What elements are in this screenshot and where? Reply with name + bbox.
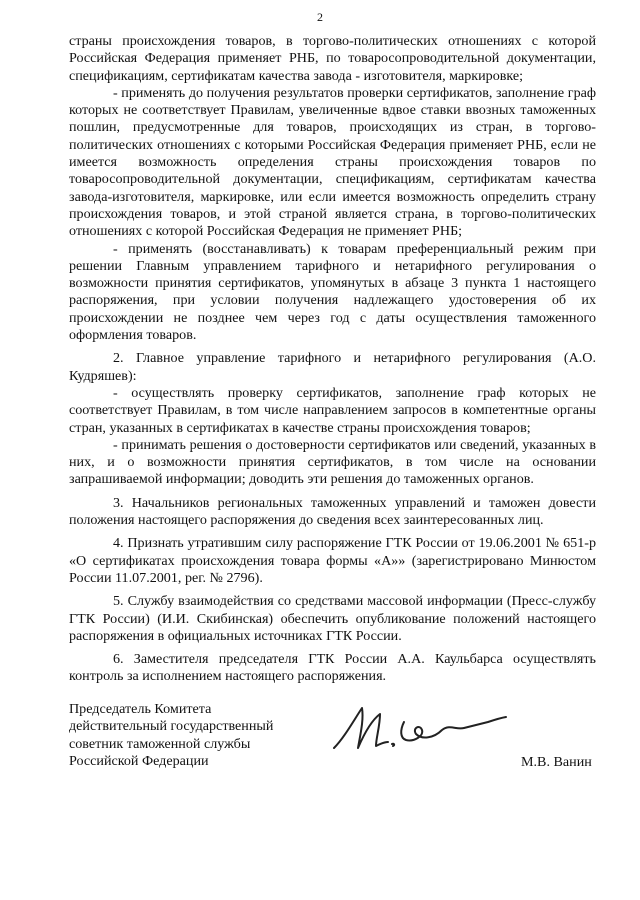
paragraph-double-duty-rule: - применять до получения результатов проверки сертификатов, заполнение граф которых не соответствует Правилам, увеличенные вдвое ставки ввозных таможенных пошлин, предусмотренные для товаров, происходящих из стран, в торгово-политических отношениях с которыми Российская Федерация применяет РНБ, если не имеется возможность определения страны происхождения товаров по товаросопроводительной документации, спецификациям, сертификатам качества завода-изготовителя, маркировке, или если имеется возможность определить страну происхождения товаров, и этой страной является страна, в торгово-политических отношениях с которой Российская Федерация не применяет РНБ;	[69, 84, 596, 240]
paragraph-item-6: 6. Заместителя председателя ГТК России А.А. Каульбарса осуществлять контроль за исполнением настоящего распоряжения.	[69, 651, 596, 685]
paragraph-item-4: 4. Признать утратившим силу распоряжение ГТК России от 19.06.2001 № 651-р «О сертификатах происхождения товара формы «А»» (зарегистрировано Минюстом России 11.07.2001, рег. № 2796).	[69, 535, 596, 586]
paragraph-item-2: 2. Главное управление тарифного и нетарифного регулирования (А.О. Кудряшев):	[69, 350, 596, 384]
paragraph-item-2-check: - осуществлять проверку сертификатов, заполнение граф которых не соответствует Правилам, в том числе направлением запросов в компетентные органы стран, указанных в сертификатах в качестве страны происхождения товаров;	[69, 384, 596, 436]
signatory-title-line: действительный государственный	[69, 718, 274, 735]
paragraph-continuation: страны происхождения товаров, в торгово-политических отношениях с которой Российская Федерация применяет РНБ, по товаросопроводительной документации, спецификациям, сертификатам качества завода - изготовителя, маркировке;	[69, 33, 596, 84]
signatory-title	[69, 701, 309, 771]
signatory-title-line: Российской Федерации	[69, 753, 209, 770]
paragraph-item-3: 3. Начальников региональных таможенных управлений и таможен довести положения настоящего распоряжения до сведения всех заинтересованных лиц.	[69, 494, 596, 529]
signatory-title-line: советник таможенной службы	[69, 735, 251, 752]
signatory-title-line: Председатель Комитета	[69, 701, 212, 717]
document-body	[69, 33, 596, 686]
signer-name: М.В. Ванин	[521, 754, 592, 770]
handwritten-signature	[330, 700, 510, 760]
paragraph-preferential-regime: - применять (восстанавливать) к товарам преференциальный режим при решении Главным управлением тарифного и нетарифного регулирования о возможности принятия сертификатов, упомянутых в абзаце 3 пункта 1 настоящего распоряжения, при условии получения надлежащего удостоверения об их происхождении не позднее чем через год с даты осуществления таможенного оформления товаров.	[69, 240, 596, 344]
page-number: 2	[317, 10, 323, 24]
paragraph-item-2-decisions: - принимать решения о достоверности сертификатов или сведений, указанных в них, и о возможности принятия сертификатов, в том числе на основании запрашиваемой информации; доводить эти решения до таможенных органов.	[69, 436, 596, 488]
paragraph-item-5: 5. Службу взаимодействия со средствами массовой информации (Пресс-службу ГТК России) (И.И. Скибинская) обеспечить опубликование положений настоящего распоряжения в официальных источниках ГТК России.	[69, 593, 596, 644]
